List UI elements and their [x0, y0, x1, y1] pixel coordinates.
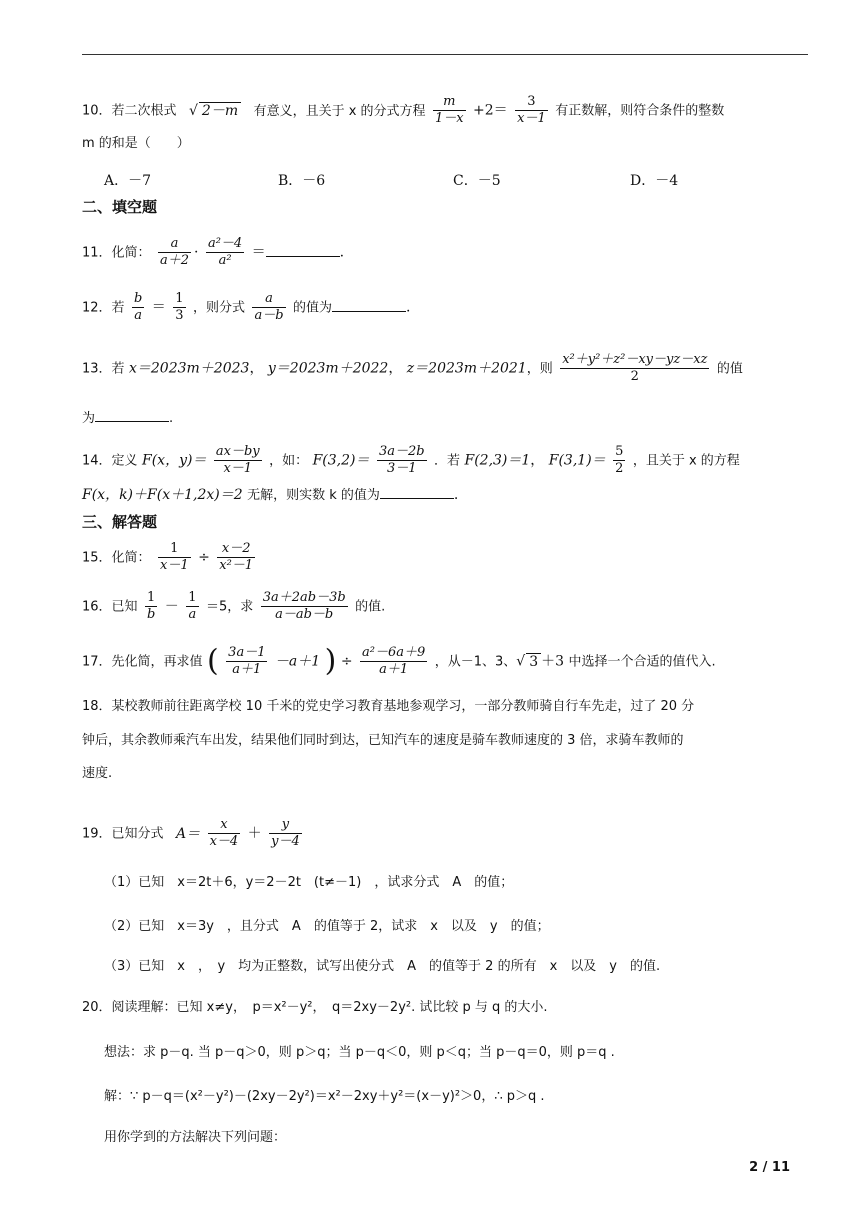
question-20-prompt: 用你学到的方法解决下列问题： [104, 1130, 287, 1145]
options-row [0, 170, 860, 190]
section-heading-fill: 二、填空题 [82, 198, 158, 216]
question-11: 11．化简： $\frac{a}{a+2}$ · $\frac{\text{a²－4}}{\text{a²}}$ ＝ . [82, 236, 345, 268]
option-b: B．－6 [278, 173, 326, 189]
question-18-line3: 速度. [82, 766, 113, 781]
question-19: 19．已知分式 A＝ $\frac{x}{x-4}$ ＋ $\frac{y}{y-4}$ [82, 817, 300, 849]
fraction: $\frac{3}{x-1}$ [517, 94, 546, 126]
question-20-solution: 解：∵ p－q＝(x²－y²)－(2xy－2y²)＝x²－2xy＋y²＝(x－y)²＞0，∴ p＞q . [104, 1089, 545, 1104]
question-18-line2: 钟后，其余教师乘汽车出发，结果他们同时到达，已知汽车的速度是骑车教师速度的 3 倍，求骑车教师的 [82, 733, 684, 748]
question-13: 13．若 x＝2023m＋2023， y＝2023m＋2022， z＝2023m＋2021，则 $\frac{\text{x²＋y²＋z²－xy－yz－xz}}{2}$ 的值 [82, 352, 743, 384]
question-14-line2: F(x，k)＋F(x＋1,2x)＝2 无解，则实数 k 的值为 . [82, 484, 458, 506]
answer-blank [266, 242, 340, 257]
question-14: 14．定义 F(x，y)＝ $\frac{ax-by}{x-1}$ ，如： F(3,2)＝ $\frac{3a-2b}{3-1}$ ．若 F(2,3)＝1， F(3,1)＝ $\frac{5}{2}$ ，且关于 x 的方程 [82, 444, 740, 476]
question-10-line2: m 的和是（ ） [82, 136, 190, 151]
section-heading-solve: 三、解答题 [82, 513, 158, 531]
question-12: 12．若 $\frac{b}{a}$ ＝ $\frac{1}{3}$ ，则分式 $\frac{a}{a-b}$ 的值为 . [82, 291, 411, 323]
question-18-line1: 18．某校教师前往距离学校 10 千米的党史学习教育基地参观学习，一部分教师骑自行车先走，过了 20 分 [82, 699, 695, 714]
question-19-part2: （2）已知 x＝3y ，且分式 A 的值等于 2，试求 x 以及 y 的值； [104, 919, 550, 934]
option-d: D．－4 [630, 173, 679, 189]
answer-blank [95, 407, 169, 422]
question-10: 10．若二次根式 √ 2－m 有意义，且关于 x 的分式方程 $\frac{m}{1-x}$ +2＝ $\frac{3}{x-1}$ 有正数解，则符合条件的整数 [82, 94, 725, 126]
question-15: 15．化简： $\frac{1}{x-1}$ ÷ $\frac{x-2}{\text{x²－1}}$ [82, 541, 254, 573]
question-17: 17．先化简，再求值 ( $\frac{3a-1}{a+1}$ －a＋1 ) ÷ $\frac{\text{a²－6a＋9}}{a+1}$ ，从－1、3、√ 3 ＋3 中选择一个合适的值代入. [82, 643, 716, 679]
answer-blank [332, 297, 406, 312]
question-13-line2: 为 . [82, 407, 173, 429]
question-19-part3: （3）已知 x ， y 均为正整数，试写出使分式 A 的值等于 2 的所有 x 以及 y 的值. [104, 959, 661, 974]
option-a: A．－7 [104, 173, 152, 189]
sqrt-expression: √ 2－m [189, 103, 241, 119]
question-20-idea: 想法：求 p－q. 当 p－q＞0，则 p＞q；当 p－q＜0，则 p＜q；当 p－q＝0，则 p＝q . [104, 1045, 615, 1060]
option-c: C．－5 [453, 173, 501, 189]
fraction: $\frac{m}{1-x}$ [434, 94, 464, 126]
question-20-line1: 20．阅读理解：已知 x≠y， p＝x²－y²， q＝2xy－2y². 试比较 p 与 q 的大小. [82, 1000, 548, 1015]
question-16: 16．已知 $\frac{1}{b}$ － $\frac{1}{a}$ ＝5，求 $\frac{3a+2ab-3b}{a-ab-b}$ 的值. [82, 590, 386, 622]
answer-blank [380, 484, 454, 499]
header-rule [82, 54, 808, 55]
question-19-part1: （1）已知 x＝2t＋6，y＝2－2t (t≠－1) ，试求分式 A 的值； [104, 875, 514, 890]
page-number: 2 / 11 [749, 1160, 790, 1175]
